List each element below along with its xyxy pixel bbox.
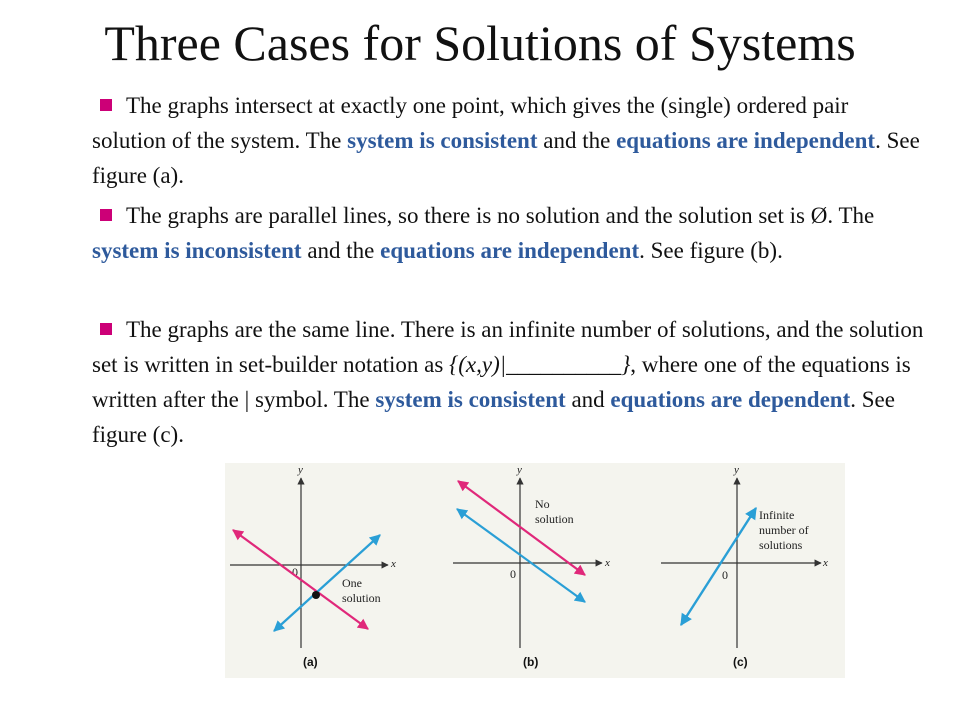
panel-b-y-label: y [517,464,522,476]
set-builder-notation: {(x,y)|__________} [449,352,631,377]
bullet-icon [100,323,112,335]
panel-a-note-line-2: solution [342,591,381,605]
panel-b-label: (b) [523,655,539,669]
panel-c-x-label: x [823,557,828,569]
case-two-text-2: and the [301,238,381,263]
panel-c-origin-label: 0 [722,568,728,582]
panel-a [230,464,396,669]
case-two-highlight-independent: equations are independent [380,238,640,263]
bullet-icon [100,99,112,111]
case-three-highlight-dependent: equations are dependent [610,387,851,412]
case-three-text-4: . See figure (c). [92,387,895,447]
case-two-text-3: . See figure (b). [639,238,783,263]
bullet-icon [100,209,112,221]
panel-a-y-label: y [298,464,303,476]
case-two-highlight-inconsistent: system is inconsistent [92,238,302,263]
panel-c-note-line-1: Infinite [759,508,795,522]
case-one-paragraph [92,88,922,193]
case-one-text-2: and the [537,128,617,153]
case-two-text-1: The graphs are parallel lines, so there is no solution and the solution set is Ø. The [126,203,875,228]
slide-title: Three Cases for Solutions of Systems [104,15,856,71]
case-three-text-1: The graphs are the same line. There is an infinite number of solutions, and the solution set is written in set-builder notation as [92,317,924,377]
panel-c-y-label: y [734,464,739,476]
case-three-highlight-consistent: system is consistent [375,387,566,412]
panel-b-magenta-line [458,481,585,575]
case-three-text-2: , where one of the equations is written after the | symbol. The [92,352,911,412]
panel-c-label: (c) [733,655,748,669]
panel-c-blue-line [681,508,756,625]
case-one-text-1: The graphs intersect at exactly one point, which gives the (single) ordered pair solution of the system. The [92,93,849,153]
three-cases-figure [225,463,845,678]
case-one-text-3: . See figure (a). [92,128,920,188]
panel-b-note-line-2: solution [535,512,574,526]
panel-b-x-label: x [605,557,610,569]
case-two-paragraph [92,198,932,268]
case-three-paragraph [92,312,932,452]
panel-c [661,464,828,669]
panel-b-origin-label: 0 [510,567,516,581]
panel-a-origin-label: 0 [292,565,298,579]
panel-a-label: (a) [303,655,318,669]
case-three-text-3: and [565,387,611,412]
figure-svg [225,463,845,678]
panel-c-note-line-2: number of [759,523,809,537]
panel-a-blue-line [274,535,380,631]
panel-a-x-label: x [391,558,396,570]
panel-a-note-line-1: One [342,576,362,590]
panel-b [453,464,610,669]
case-one-highlight-consistent: system is consistent [347,128,538,153]
panel-c-note-line-3: solutions [759,538,803,552]
panel-a-intersection-point [312,591,320,599]
case-one-highlight-independent: equations are independent [616,128,876,153]
panel-b-note-line-1: No [535,497,550,511]
